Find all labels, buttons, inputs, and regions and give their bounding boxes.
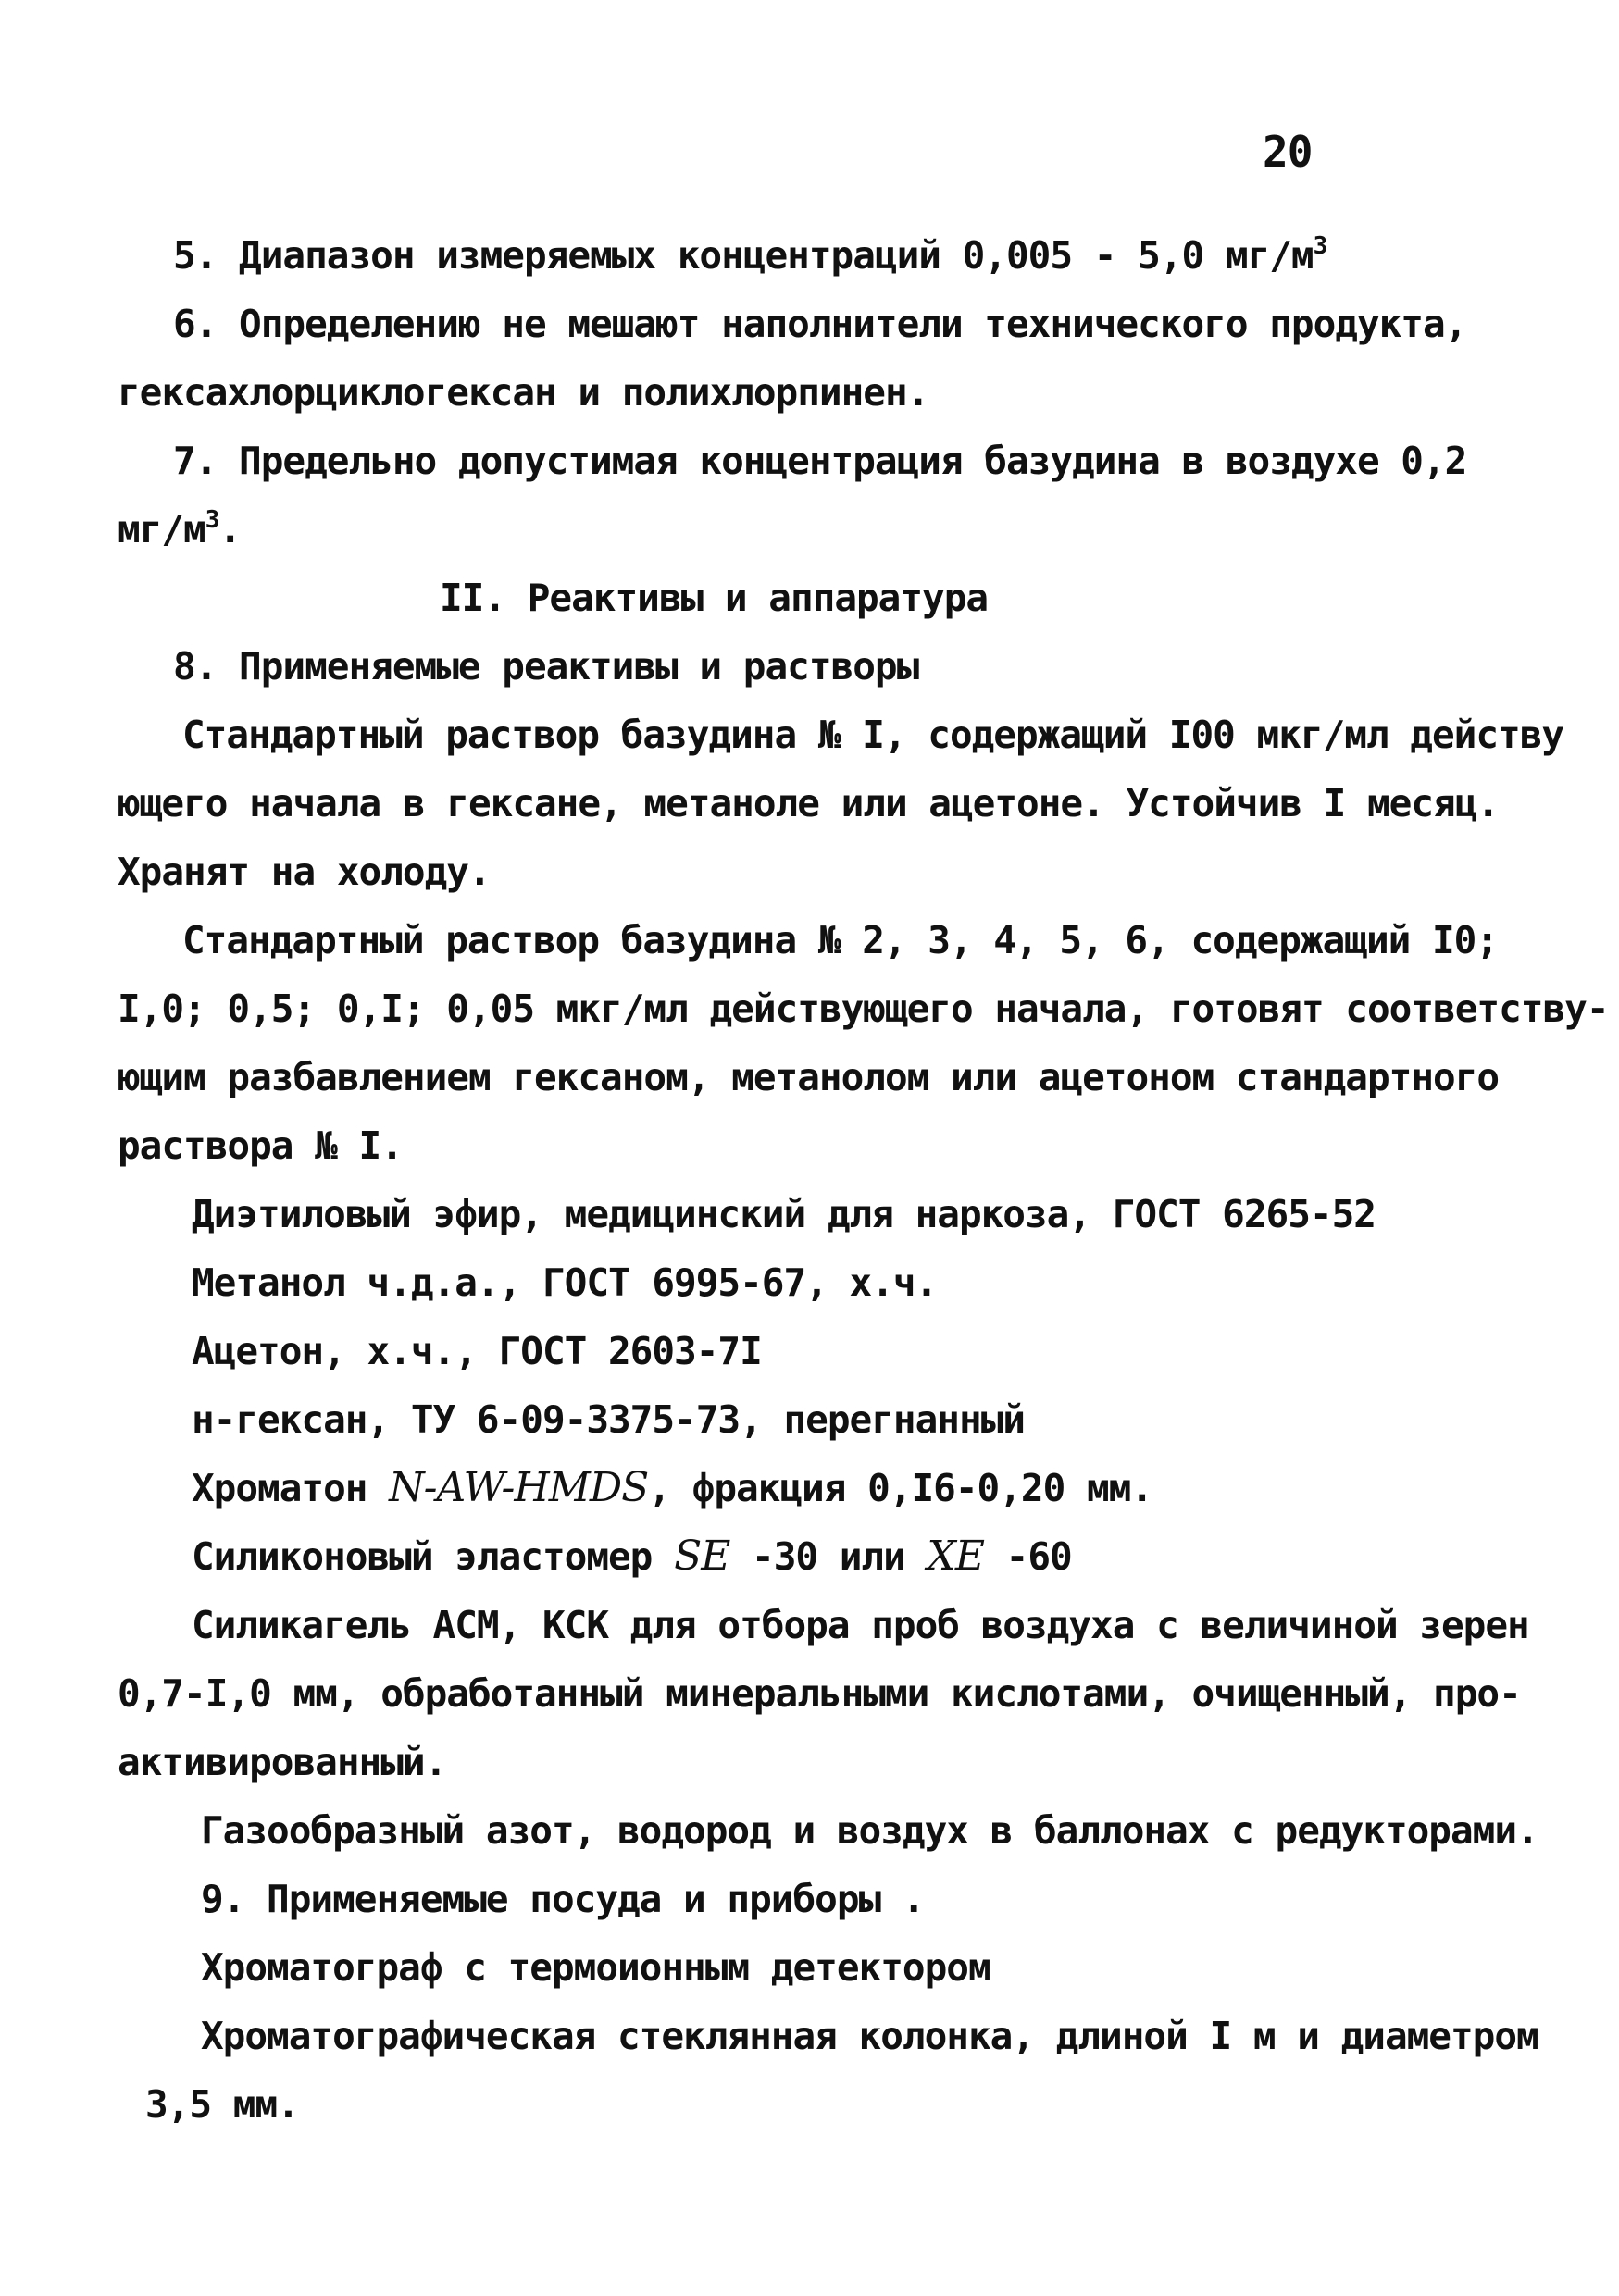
equipment-chromatograph: Хроматограф с термоионным детектором bbox=[201, 1945, 990, 1990]
silica-line-3: активированный. bbox=[118, 1740, 447, 1784]
line-text: мг/м bbox=[118, 507, 205, 552]
superscript: 3 bbox=[1313, 232, 1327, 260]
silica-line-1: Силикагель АСМ, КСК для отбора проб воздуха с величиной зерен bbox=[192, 1603, 1529, 1647]
gases-line: Газообразный азот, водород и воздух в баллонах с редукторами. bbox=[201, 1808, 1538, 1853]
superscript: 3 bbox=[205, 506, 219, 534]
equipment-column-line-2: 3,5 мм. bbox=[145, 2082, 299, 2127]
reagent-chromaton bbox=[192, 1464, 1152, 1512]
silica-line-2: 0,7-I,0 мм, обработанный минеральными кислотами, очищенный, про- bbox=[118, 1671, 1521, 1716]
reagent-methanol: Метанол ч.д.а., ГОСТ 6995-67, х.ч. bbox=[192, 1260, 938, 1305]
dilutions-line-3: ющим разбавлением гексаном, метанолом или ацетоном стандартного bbox=[118, 1055, 1500, 1099]
dilutions-line-1: Стандартный раствор базудина № 2, 3, 4, 5, 6, содержащий I0; bbox=[182, 918, 1499, 962]
item-5-range bbox=[173, 231, 1326, 279]
dilutions-line-4: раствора № I. bbox=[118, 1123, 403, 1168]
line-tail: , фракция 0,I6-0,20 мм. bbox=[648, 1466, 1152, 1510]
reagent-elastomer bbox=[192, 1533, 1072, 1581]
line-tail-2: -60 bbox=[983, 1534, 1072, 1579]
line-text: 5. Диапазон измеряемых концентраций 0,005 - 5,0 мг/м bbox=[173, 233, 1314, 278]
equipment-column-line-1: Хроматографическая стеклянная колонка, длиной I м и диаметром bbox=[201, 2014, 1538, 2058]
reagent-acetone: Ацетон, х.ч., ГОСТ 2603-7I bbox=[192, 1329, 762, 1373]
handwritten-text: SE bbox=[674, 1533, 730, 1580]
stock-solution-line-1: Стандартный раствор базудина № I, содержащий I00 мкг/мл действу bbox=[182, 713, 1564, 757]
handwritten-text: N-AW-HMDS bbox=[389, 1464, 649, 1511]
item-7-line-2 bbox=[118, 505, 241, 553]
line-text: Силиконовый эластомер bbox=[192, 1534, 675, 1579]
line-text: Хроматон bbox=[192, 1466, 390, 1510]
stock-solution-line-2: ющего начала в гексане, метаноле или ацетоне. Устойчив I месяц. bbox=[118, 781, 1500, 825]
line-tail: . bbox=[218, 507, 242, 552]
reagent-ether: Диэтиловый эфир, медицинский для наркоза, ГОСТ 6265-52 bbox=[192, 1192, 1376, 1236]
item-8-heading: 8. Применяемые реактивы и растворы bbox=[173, 644, 919, 689]
item-7-line-1: 7. Предельно допустимая концентрация базудина в воздухе 0,2 bbox=[173, 439, 1467, 483]
item-9-heading: 9. Применяемые посуда и приборы . bbox=[201, 1877, 925, 1921]
page-number: 20 bbox=[1263, 127, 1313, 177]
stock-solution-line-3: Хранят на холоду. bbox=[118, 850, 491, 894]
dilutions-line-2: I,0; 0,5; 0,I; 0,05 мкг/мл действующего начала, готовят соответству- bbox=[118, 987, 1609, 1031]
section-heading: II. Реактивы и аппаратура bbox=[440, 576, 989, 620]
item-6-line-2: гексахлорциклогексан и полихлорпинен. bbox=[118, 370, 929, 415]
reagent-hexane: н-гексан, ТУ 6-09-3375-73, перегнанный bbox=[192, 1397, 1025, 1442]
item-6-line-1: 6. Определению не мешают наполнители технического продукта, bbox=[173, 302, 1467, 346]
line-tail: -30 или bbox=[729, 1534, 928, 1579]
handwritten-text-2: XE bbox=[927, 1533, 984, 1580]
